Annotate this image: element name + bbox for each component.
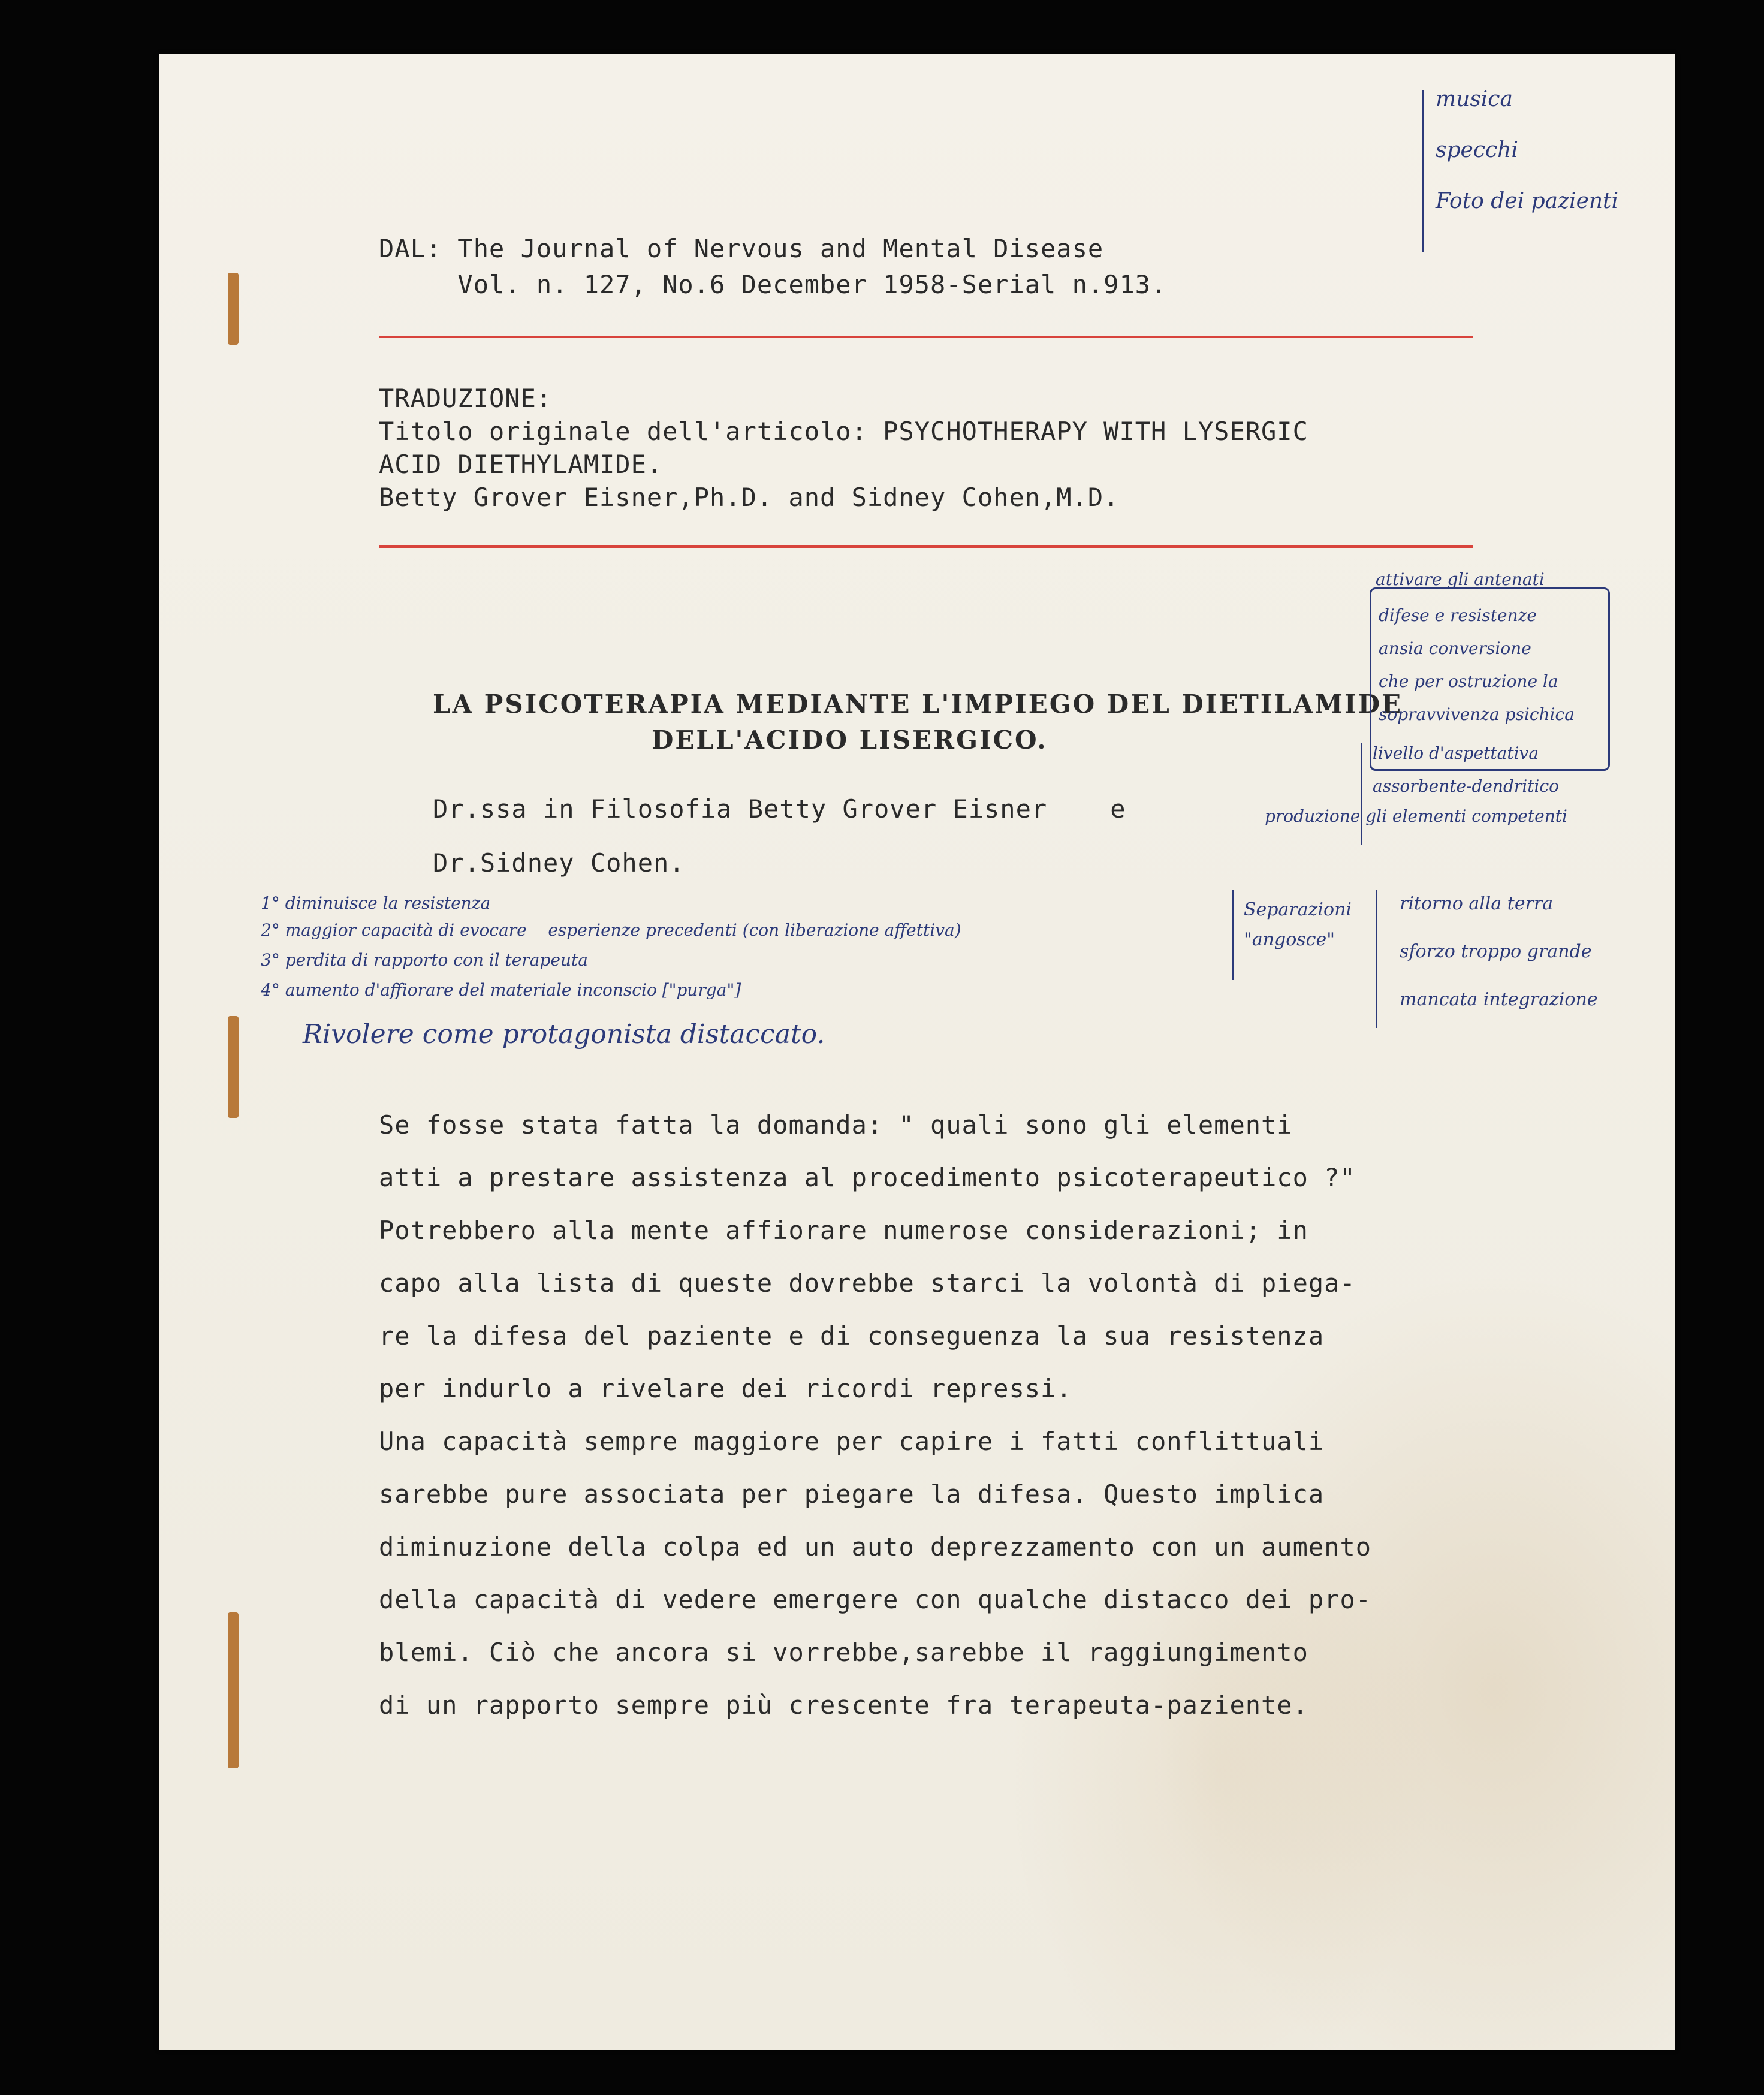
annotation-far-right-1: ritorno alla terra <box>1400 893 1554 914</box>
author-1: Dr.ssa in Filosofia Betty Grover Eisner e <box>433 794 1126 824</box>
annotation-left-list-2: 2° maggior capacità di evocare esperienze precedenti (con liberazione affettiva) <box>261 920 961 940</box>
annotation-box-line-1: attivare gli antenati <box>1376 569 1545 589</box>
body-line: atti a prestare assistenza al procedimento psicoterapeutico ?" <box>379 1163 1356 1192</box>
red-divider-top <box>379 336 1473 338</box>
author-2: Dr.Sidney Cohen. <box>433 848 685 878</box>
body-line: sarebbe pure associata per piegare la difesa. Questo implica <box>379 1479 1325 1509</box>
body-line: capo alla lista di queste dovrebbe starci la volontà di piega- <box>379 1268 1356 1298</box>
annotation-top-right-1: musica <box>1436 87 1513 111</box>
original-authors: Betty Grover Eisner,Ph.D. and Sidney Cohen,M.D. <box>379 483 1120 512</box>
annotation-bracket-far-right <box>1376 890 1377 1028</box>
body-line: Se fosse stata fatta la domanda: " quali sono gli elementi <box>379 1110 1293 1140</box>
annotation-bottom-note: Rivolere come protagonista distaccato. <box>303 1019 825 1050</box>
annotation-far-right-2: sforzo troppo grande <box>1400 941 1592 962</box>
source-line-2: Vol. n. 127, No.6 December 1958-Serial n.913. <box>379 270 1167 299</box>
annotation-top-right-2: specchi <box>1436 138 1518 162</box>
annotation-separations-1: Separazioni <box>1244 899 1352 920</box>
annotation-right-line-3: produzione gli elementi competenti <box>1265 806 1567 826</box>
original-title-line-2: ACID DIETHYLAMIDE. <box>379 450 663 479</box>
body-line: Una capacità sempre maggiore per capire i fatti conflittuali <box>379 1427 1325 1456</box>
annotation-bracket-top-right <box>1422 90 1424 252</box>
annotation-box-line-5: sopravvivenza psichica <box>1379 704 1575 724</box>
body-line: per indurlo a rivelare dei ricordi repressi. <box>379 1374 1072 1403</box>
annotation-box-line-2: difese e resistenze <box>1379 605 1537 625</box>
source-line-1: DAL: The Journal of Nervous and Mental Disease <box>379 234 1104 263</box>
body-line: della capacità di vedere emergere con qualche distacco dei pro- <box>379 1585 1372 1614</box>
translation-label: TRADUZIONE: <box>379 384 553 413</box>
red-divider-bottom <box>379 545 1473 548</box>
body-line: diminuzione della colpa ed un auto deprezzamento con un aumento <box>379 1532 1372 1562</box>
body-line: Potrebbero alla mente affiorare numerose considerazioni; in <box>379 1216 1308 1245</box>
annotation-left-list-4: 4° aumento d'affiorare del materiale inconscio ["purga"] <box>261 980 741 1000</box>
original-title-line-1: Titolo originale dell'articolo: PSYCHOTHERAPY WITH LYSERGIC <box>379 417 1308 446</box>
body-line: re la difesa del paziente e di conseguenza la sua resistenza <box>379 1321 1325 1351</box>
article-title-line-1: LA PSICOTERAPIA MEDIANTE L'IMPIEGO DEL DIETILAMIDE <box>433 689 1403 719</box>
staple-mark <box>228 1016 239 1118</box>
annotation-level-1: livello d'aspettativa <box>1373 743 1539 763</box>
annotation-top-right-3: Foto dei pazienti <box>1436 189 1619 213</box>
body-line: di un rapporto sempre più crescente fra terapeuta-paziente. <box>379 1690 1308 1720</box>
annotation-bracket-separations <box>1232 890 1234 980</box>
staple-mark <box>228 273 239 345</box>
staple-mark <box>228 1612 239 1768</box>
annotation-separations-2: "angosce" <box>1244 929 1335 950</box>
annotation-level-2: assorbente-dendritico <box>1373 776 1560 796</box>
annotation-bracket-right-mid <box>1361 743 1362 845</box>
article-title-line-2: DELL'ACIDO LISERGICO. <box>652 725 1048 755</box>
document-page <box>159 54 1675 2050</box>
annotation-left-list-1: 1° diminuisce la resistenza <box>261 893 491 913</box>
annotation-box-line-3: ansia conversione <box>1379 638 1531 658</box>
annotation-box-line-4: che per ostruzione la <box>1379 671 1558 691</box>
body-line: blemi. Ciò che ancora si vorrebbe,sarebbe il raggiungimento <box>379 1638 1308 1667</box>
annotation-left-list-3: 3° perdita di rapporto con il terapeuta <box>261 950 588 970</box>
annotation-far-right-3: mancata integrazione <box>1400 989 1598 1010</box>
